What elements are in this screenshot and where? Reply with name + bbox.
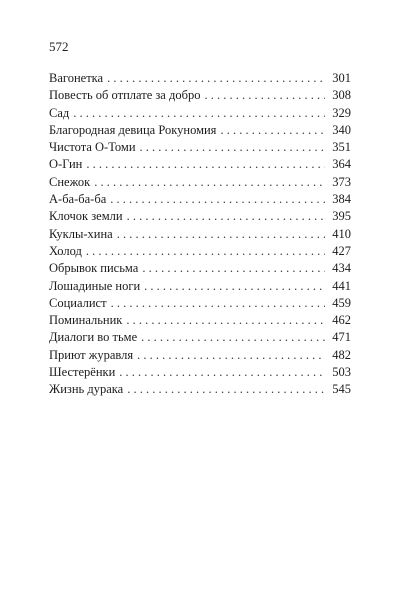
toc-entry bbox=[49, 122, 351, 139]
table-of-contents bbox=[49, 70, 351, 399]
toc-dot-leader bbox=[73, 105, 325, 122]
toc-dot-leader bbox=[142, 260, 325, 277]
toc-entry bbox=[49, 329, 351, 346]
toc-entry-page: 434 bbox=[332, 261, 351, 276]
toc-entry-title: Поминальник bbox=[49, 313, 123, 328]
toc-entry bbox=[49, 347, 351, 364]
toc-dot-leader bbox=[86, 156, 325, 173]
toc-entry-title: Благородная девица Рокуномия bbox=[49, 122, 217, 137]
toc-entry-title: Повесть об отплате за добро bbox=[49, 88, 201, 103]
toc-entry bbox=[49, 226, 351, 243]
toc-entry-page: 503 bbox=[332, 365, 351, 380]
toc-entry bbox=[49, 243, 351, 260]
toc-entry bbox=[49, 364, 351, 381]
toc-dot-leader bbox=[110, 191, 325, 208]
toc-entry-page: 301 bbox=[332, 71, 351, 85]
toc-entry bbox=[49, 174, 351, 191]
toc-entry bbox=[49, 139, 351, 156]
toc-entry-title: Диалоги во тьме bbox=[49, 330, 138, 345]
toc-entry-page: 329 bbox=[332, 105, 351, 120]
toc-entry bbox=[49, 105, 351, 122]
toc-entry-page: 427 bbox=[332, 243, 351, 258]
toc-dot-leader bbox=[111, 295, 325, 312]
toc-entry bbox=[49, 156, 351, 173]
toc-entry-page: 364 bbox=[332, 157, 351, 172]
toc-entry bbox=[49, 70, 351, 87]
toc-entry-title: Социалист bbox=[49, 295, 107, 310]
toc-entry-page: 351 bbox=[332, 140, 351, 155]
toc-entry-page: 459 bbox=[332, 295, 351, 310]
toc-dot-leader bbox=[119, 364, 325, 381]
toc-dot-leader bbox=[127, 208, 325, 225]
toc-entry bbox=[49, 312, 351, 329]
toc-entry-title: Холод bbox=[49, 243, 82, 258]
toc-entry-title: Лошадиные ноги bbox=[49, 278, 141, 293]
toc-entry-page: 410 bbox=[332, 226, 351, 241]
toc-dot-leader bbox=[126, 312, 325, 329]
toc-entry bbox=[49, 208, 351, 225]
toc-entry-title: Шестерёнки bbox=[49, 365, 116, 380]
toc-entry bbox=[49, 278, 351, 295]
toc-dot-leader bbox=[204, 87, 325, 104]
toc-entry bbox=[49, 87, 351, 104]
toc-dot-leader bbox=[144, 278, 325, 295]
toc-dot-leader bbox=[107, 70, 325, 87]
toc-entry-title: Приют журавля bbox=[49, 347, 134, 362]
toc-entry-page: 395 bbox=[332, 209, 351, 224]
toc-entry bbox=[49, 381, 351, 398]
toc-entry-page: 340 bbox=[332, 122, 351, 137]
toc-entry-page: 471 bbox=[332, 330, 351, 345]
toc-entry-title: О-Гин bbox=[49, 157, 83, 172]
toc-entry-title: Чистота О-Томи bbox=[49, 140, 136, 155]
toc-dot-leader bbox=[127, 381, 325, 398]
toc-entry-page: 545 bbox=[332, 382, 351, 397]
toc-dot-leader bbox=[140, 139, 325, 156]
toc-entry-page: 462 bbox=[332, 313, 351, 328]
toc-entry-title: Клочок земли bbox=[49, 209, 123, 224]
toc-entry bbox=[49, 260, 351, 277]
toc-entry bbox=[49, 295, 351, 312]
toc-entry-page: 308 bbox=[332, 88, 351, 103]
toc-entry-title: Жизнь дурака bbox=[49, 382, 124, 397]
toc-entry-title: Куклы-хина bbox=[49, 226, 113, 241]
toc-dot-leader bbox=[86, 243, 325, 260]
page-number: 572 bbox=[49, 39, 69, 54]
toc-entry-title: А-ба-ба-ба bbox=[49, 192, 107, 207]
toc-entry-title: Вагонетка bbox=[49, 71, 104, 85]
toc-entry-title: Снежок bbox=[49, 174, 91, 189]
toc-entry bbox=[49, 191, 351, 208]
toc-entry-page: 384 bbox=[332, 192, 351, 207]
toc-dot-leader bbox=[220, 122, 325, 139]
toc-entry-page: 482 bbox=[332, 347, 351, 362]
toc-entry-title: Обрывок письма bbox=[49, 261, 139, 276]
toc-dot-leader bbox=[137, 347, 325, 364]
toc-dot-leader bbox=[94, 174, 325, 191]
toc-entry-page: 373 bbox=[332, 174, 351, 189]
toc-entry-title: Сад bbox=[49, 105, 70, 120]
toc-dot-leader bbox=[117, 226, 325, 243]
toc-dot-leader bbox=[141, 329, 325, 346]
toc-entry-page: 441 bbox=[332, 278, 351, 293]
